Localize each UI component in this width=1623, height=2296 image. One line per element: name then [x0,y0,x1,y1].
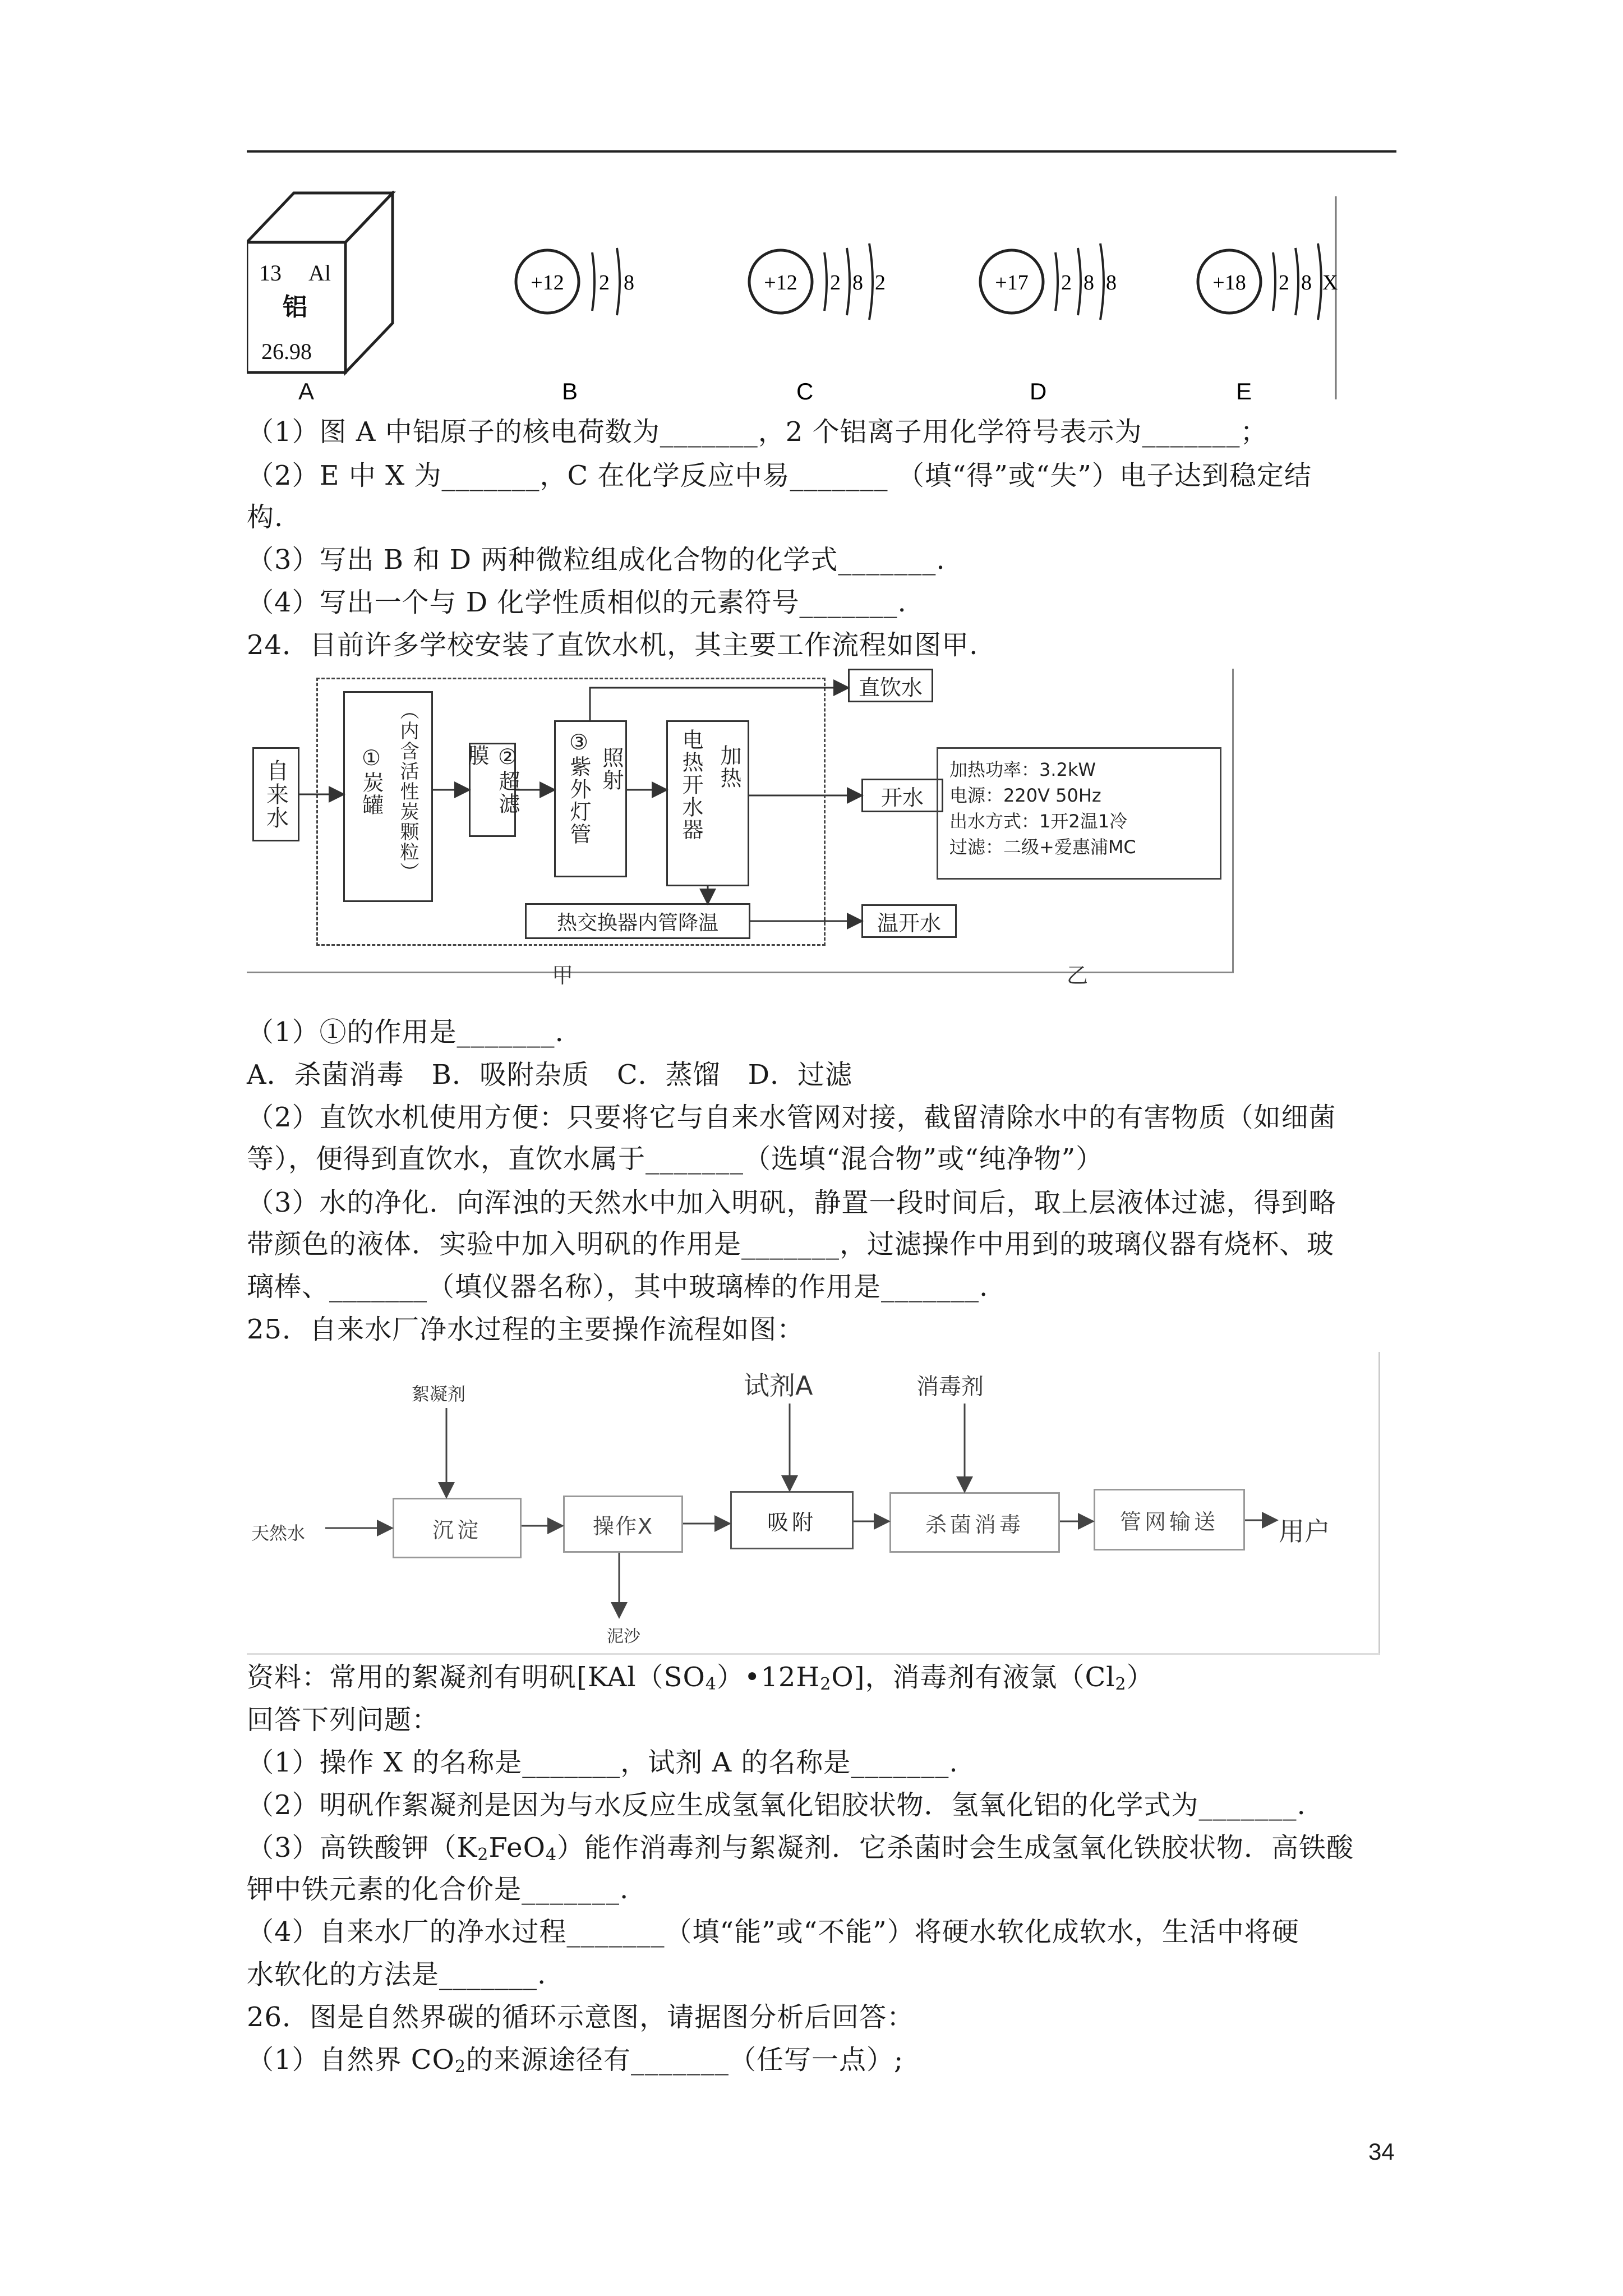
q24-part1: （1）①的作用是_______. [247,1016,564,1048]
particle-c-nucleus: +12 [764,271,797,295]
note-sub-3: 2 [1115,1674,1127,1694]
uv-lamp-side: 照射 [599,747,624,792]
figure-label-c: C [796,378,814,404]
q25-note [247,1660,1154,1694]
particle-b-shell-2: 8 [624,271,634,295]
particle-e-shell-1: 2 [1279,271,1289,295]
element-name: 铝 [283,293,307,321]
particle-d [980,243,1117,404]
note-part-1: 资料：常用的絮凝剂有明矾[KAl（SO [247,1662,706,1693]
particle-d-shell-3: 8 [1106,271,1117,295]
label-users: 用户 [1279,1516,1330,1547]
note-sub-1: 4 [705,1674,717,1694]
box-warm-water: 温开水 [861,904,957,938]
element-number: 13 [259,260,282,286]
spec-filter: 过滤：二级+爱惠浦MC [949,836,1136,858]
label-natural-water: 天然水 [251,1522,306,1544]
box-boiling-water: 开水 [861,779,943,812]
boiler-side: 加热 [717,744,741,789]
q23-part2-line2: 构. [247,501,284,533]
p3-part-1: （3）高铁酸钾（K [247,1832,478,1864]
p3-part-2: FeO [488,1832,546,1864]
q24-part3-line3: 璃棒、_______（填仪器名称），其中玻璃棒的作用是_______. [247,1271,989,1303]
q25-part2: （2）明矾作絮凝剂是因为与水反应生成氢氧化铝胶状物．氢氧化铝的化学式为_______. [247,1789,1306,1821]
q24-part2-line2: 等），便得到直饮水，直饮水属于_______（选填“混合物”或“纯净物”） [247,1143,1104,1175]
box-adsorption: 吸附 [730,1491,854,1549]
q24-part3-line1: （3）水的净化．向浑浊的天然水中加入明矾，静置一段时间后，取上层液体过滤，得到略 [247,1187,1336,1218]
q26-stem: 26．图是自然界碳的循环示意图，请据图分析后回答： [247,2001,915,2033]
page-number: 34 [1368,2138,1395,2165]
particle-c [749,243,886,404]
note-part-3: O]，消毒剂有液氯（Cl [831,1662,1115,1693]
spec-outlet: 出水方式：1开2温1冷 [949,811,1128,832]
q23-part1: （1）图 A 中铝原子的核电荷数为_______，2 个铝离子用化学符号表示为_______； [247,416,1268,448]
figure-label-a: A [298,378,315,404]
plant-arrows [247,1352,1380,1655]
atom-structure-figure [247,191,1346,409]
q26-p1-part-1: （1）自然界 CO [247,2044,455,2076]
p3-sub-1: 2 [477,1845,489,1865]
dispenser-arrows [247,669,1234,972]
particle-b [516,248,634,404]
q25-answer-intro: 回答下列问题： [247,1704,440,1736]
q24-options: A．杀菌消毒 B．吸附杂质 C．蒸馏 D．过滤 [247,1059,853,1091]
particle-d-shell-1: 2 [1061,271,1072,295]
box-direct-water: 直饮水 [848,669,933,702]
label-reagent-a: 试剂A [744,1370,813,1401]
label-silt: 泥沙 [607,1627,640,1646]
label-disinfectant: 消毒剂 [916,1374,984,1400]
box-sterilization: 杀菌消毒 [889,1492,1060,1553]
label-jia: 甲 [552,963,574,988]
particle-c-shell-1: 2 [830,271,841,295]
box-pipe-delivery: 管网输送 [1094,1489,1245,1550]
box-ultrafilter: ②超滤膜 [469,743,516,837]
q26-p1-sub: 2 [454,2057,466,2077]
q25-part1: （1）操作 X 的名称是_______，试剂 A 的名称是_______. [247,1747,958,1778]
box-sedimentation: 沉淀 [393,1498,522,1558]
particle-c-shell-2: 8 [852,271,863,295]
boiler-label: 电热开水器 [679,729,703,841]
q25-part4-line2: 水软化的方法是_______. [247,1959,547,1990]
q23-part4: （4）写出一个与 D 化学性质相似的元素符号_______. [247,587,907,618]
water-dispenser-diagram [247,669,1234,988]
box-heat-exchanger: 热交换器内管降温 [525,903,750,939]
q25-stem: 25．自来水厂净水过程的主要操作流程如图： [247,1314,805,1345]
note-sub-2: 2 [820,1674,832,1694]
element-symbol: Al [308,260,331,286]
p3-sub-2: 4 [545,1845,557,1865]
label-flocculant: 絮凝剂 [412,1383,466,1405]
particle-e [1198,243,1338,404]
note-part-2: ）•12H [717,1662,820,1693]
q26-p1-part-2: 的来源途径有_______（任写一点）; [465,2044,904,2076]
q26-part1 [247,2043,903,2077]
label-yi: 乙 [1067,963,1089,988]
carbon-tank-note: （内含活性炭颗粒） [396,701,419,882]
note-part-4: ） [1126,1662,1154,1693]
q23-part2-line1: （2）E 中 X 为_______，C 在化学反应中易_______ （填“得”或“失”）电子达到稳定结 [247,460,1312,491]
figure-label-e: E [1236,378,1252,404]
particle-e-shell-3: X [1322,271,1338,295]
element-mass: 26.98 [261,339,312,364]
particle-e-nucleus: +18 [1212,271,1246,295]
particle-b-nucleus: +12 [531,271,564,295]
particle-d-shell-2: 8 [1083,271,1094,295]
q25-part3-line2: 钾中铁元素的化合价是_______. [247,1874,629,1905]
q25-part4-line1: （4）自来水厂的净水过程_______（填“能”或“不能”）将硬水软化成软水，生活中将硬 [247,1916,1299,1948]
header-rule [247,150,1396,153]
q24-part2-line1: （2）直饮水机使用方便：只要将它与自来水管网对接，截留清除水中的有害物质（如细菌 [247,1102,1336,1133]
q24-part3-line2: 带颜色的液体．实验中加入明矾的作用是_______，过滤操作中用到的玻璃仪器有烧杯、玻 [247,1228,1335,1260]
q23-part3: （3）写出 B 和 D 两种微粒组成化合物的化学式_______. [247,544,946,576]
spec-power: 加热功率：3.2kW [949,759,1096,780]
uv-lamp-label: ③紫外灯管 [566,730,591,845]
figure-label-d: D [1030,378,1047,404]
q24-stem: 24．目前许多学校安装了直饮水机，其主要工作流程如图甲. [247,629,979,661]
particle-d-nucleus: +17 [995,271,1029,295]
particle-b-shell-1: 2 [599,271,610,295]
particle-e-shell-2: 8 [1301,271,1312,295]
box-tap-water: 自来水 [252,747,299,841]
p3-part-3: ）能作消毒剂与絮凝剂．它杀菌时会生成氢氧化铁胶状物．高铁酸 [557,1832,1354,1864]
particle-c-shell-3: 2 [875,271,886,295]
water-plant-diagram [247,1352,1385,1655]
spec-supply: 电源：220V 50Hz [949,785,1101,806]
carbon-tank-label: ①炭罐 [359,746,384,816]
box-operation-x: 操作X [563,1496,683,1553]
q25-part3-line1 [247,1831,1354,1865]
figure-label-b: B [562,378,578,404]
